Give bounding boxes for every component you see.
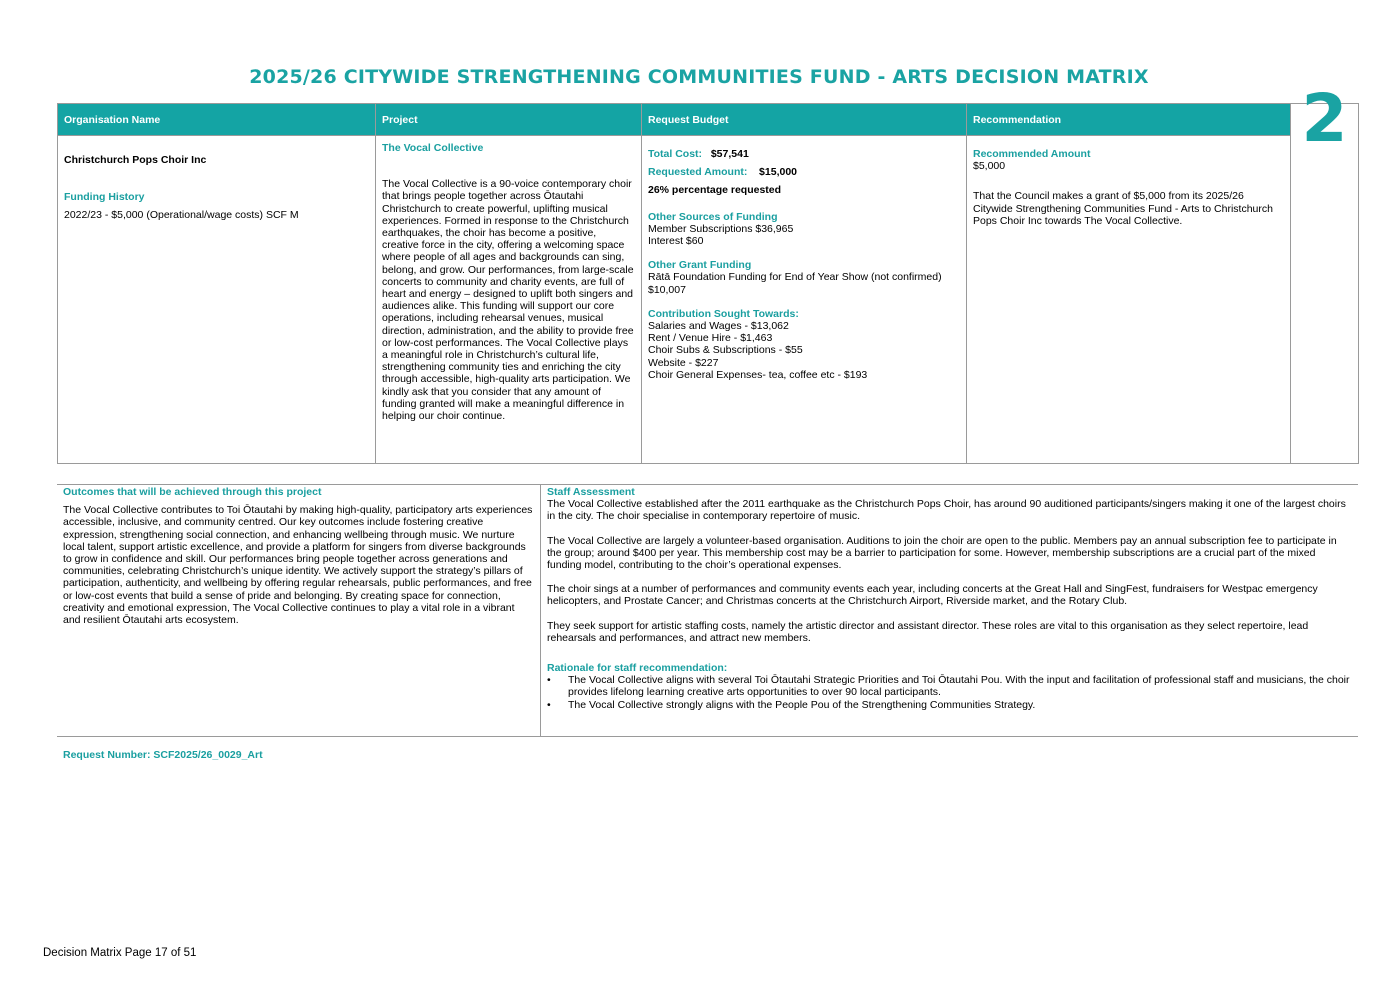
- other-grant-item: $10,007: [648, 283, 686, 296]
- organisation-cell: [58, 136, 376, 464]
- outcomes-label: Outcomes that will be achieved through this project: [63, 486, 322, 498]
- priority-number: 2: [1301, 80, 1348, 157]
- priority-cell: [1291, 80, 1359, 464]
- contribution-item: Choir Subs & Subscriptions - $55: [648, 344, 803, 357]
- outcomes-panel: [57, 485, 541, 736]
- contribution-item: Choir General Expenses- tea, coffee etc - $193: [648, 368, 868, 381]
- assessment-section: [57, 484, 1358, 737]
- requested-amount-label: Requested Amount:: [648, 166, 748, 179]
- other-source-item: Member Subscriptions $36,965: [648, 222, 794, 235]
- page-title: 2025/26 CITYWIDE STRENGTHENING COMMUNITIES FUND - ARTS DECISION MATRIX: [249, 66, 1149, 88]
- budget-cell: [642, 136, 967, 464]
- contribution-item: Rent / Venue Hire - $1,463: [648, 332, 773, 345]
- other-grant-label: Other Grant Funding: [648, 259, 752, 272]
- project-description: The Vocal Collective is a 90-voice contemporary choir that brings people together across Ōtautahi Christchurch to create powerful, uplifting musical experiences. Formed in response to the Christchurch earthquakes, the choir has become a positive, creative force in the city, offering a welcoming space where people of all ages and backgrounds can sing, belong, and grow. Our performances, from large-scale concerts to community and charity events, are full of heart and energy – designed to uplift both singers and audiences alike. This funding will support our core operations, including rehearsal venues, musical direction, administration, and the ability to provide free or low-cost performances. The Vocal Collective plays a meaningful role in Christchurch’s cultural life, strengthening community ties and enriching the city through accessible, high-quality arts participation. We kindly ask that you consider that any amount of funding granted will make a meaningful difference in helping our choir continue.: [382, 178, 634, 423]
- rationale-label: Rationale for staff recommendation:: [547, 662, 728, 675]
- contribution-label: Contribution Sought Towards:: [648, 307, 799, 320]
- assessment-paragraph: The choir sings at a number of performances and community events each year, including concerts at the Great Hall and SingFest, fundraisers for Westpac emergency helicopters, and Prostate Cancer; and Christmas concerts at the Christchurch Airport, Riverside market, and the Rotary Club.: [547, 583, 1318, 608]
- funding-history: 2022/23 - $5,000 (Operational/wage costs) SCF M: [64, 209, 299, 222]
- staff-assessment-label: Staff Assessment: [547, 486, 635, 498]
- assessment-paragraph: The Vocal Collective are largely a volunteer-based organisation. Auditions to join the choir are open to the public. Members pay an annual subscription fee to participate in the group; around $400 per year. This membership cost may be a barrier to participation for some. However, membership subscriptions are a crucial part of the mixed funding model, contributing to the choir’s operational expenses.: [547, 534, 1337, 572]
- header-project: Project: [376, 104, 642, 136]
- page-footer: Decision Matrix Page 17 of 51: [43, 947, 197, 959]
- header-budget: Request Budget: [642, 104, 967, 136]
- requested-amount-value: $15,000: [759, 166, 798, 179]
- rationale-list: [547, 674, 1352, 711]
- organisation-name: Christchurch Pops Choir Inc: [64, 154, 207, 166]
- project-name: The Vocal Collective: [382, 142, 484, 154]
- funding-history-label: Funding History: [64, 191, 145, 204]
- rationale-item: • The Vocal Collective strongly aligns with the People Pou of the Strengthening Communities Strategy.: [547, 699, 1352, 711]
- other-source-item: Interest $60: [648, 235, 704, 248]
- total-cost-label: Total Cost:: [648, 148, 703, 160]
- assessment-paragraph: They seek support for artistic staffing costs, namely the artistic director and assistant director. These roles are vital to this organisation as they select repertoire, lead rehearsals and performances, and attract new members.: [547, 619, 1309, 644]
- rationale-item: • The Vocal Collective aligns with several Toi Ōtautahi Strategic Priorities and Toi Ōtautahi Pou. With the input and facilitation of professional staff and musicians, the choir provides lifelong learning creative arts opportunities to over 90 local participants.: [547, 674, 1352, 698]
- header-organisation: Organisation Name: [58, 104, 376, 136]
- staff-assessment-panel: [541, 485, 1358, 736]
- assessment-paragraph: The Vocal Collective established after the 2011 earthquake as the Christchurch Pops Choir, has around 90 auditioned participants/singers making it one of the largest choirs in the city. The choir specialise in contemporary repertoire of music.: [547, 498, 1346, 523]
- recommended-amount-label: Recommended Amount: [973, 148, 1091, 160]
- contribution-item: Website - $227: [648, 356, 719, 369]
- decision-matrix-table: [57, 80, 1359, 464]
- recommendation-text: That the Council makes a grant of $5,000 from its 2025/26 Citywide Strengthening Communities Fund - Arts to Christchurch Pops Choir Inc towards The Vocal Collective.: [973, 190, 1273, 227]
- project-cell: [376, 136, 642, 464]
- other-sources-label: Other Sources of Funding: [648, 210, 778, 223]
- recommended-amount-value: $5,000: [973, 160, 1006, 173]
- request-number: Request Number: SCF2025/26_0029_Art: [63, 749, 263, 761]
- contribution-item: Salaries and Wages - $13,062: [648, 320, 789, 333]
- percentage-requested: 26% percentage requested: [648, 184, 782, 197]
- total-cost-value: $57,541: [710, 148, 749, 160]
- recommendation-cell: [967, 136, 1291, 464]
- outcomes-text: The Vocal Collective contributes to Toi Ōtautahi by making high-quality, participatory arts experiences accessible, inclusive, and community centred. Our key outcomes include fostering creative expression, strengthening social connection, and enhancing wellbeing through music. We nurture local talent, support artistic excellence, and provide a platform for singers from diverse backgrounds to grow in confidence and skill. Our performances bring people together across generations and communities, celebrating Christchurch’s unique identity. We actively support the strategy’s pillars of participation, authenticity, and wellbeing by offering regular rehearsals, public performances, and free or low-cost events that build a sense of pride and belonging. By creating space for connection, creativity and emotional expression, The Vocal Collective continues to play a vital role in a vibrant and resilient Ōtautahi arts ecosystem.: [63, 504, 533, 627]
- header-recommendation: Recommendation: [967, 104, 1291, 136]
- other-grant-item: Rātā Foundation Funding for End of Year Show (not confirmed): [648, 271, 942, 284]
